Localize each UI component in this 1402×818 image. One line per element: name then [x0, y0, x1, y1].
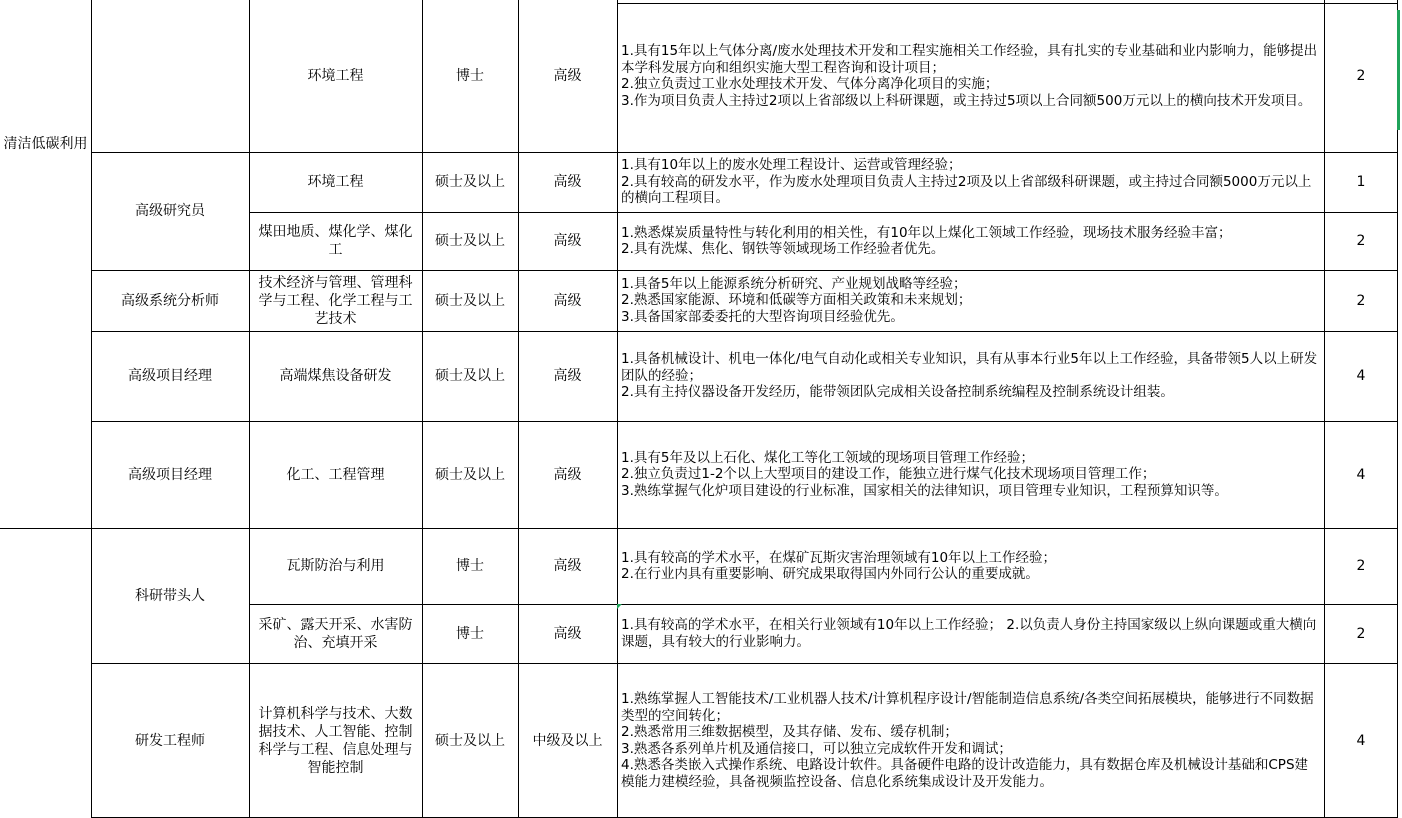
count-cell: 4	[1356, 732, 1366, 749]
requirement-line: 3.作为项目负责人主持过2项以上省部级以上科研课题，或主持过5项以上合同额500万元以上的横向技术开发项目。	[621, 92, 1312, 109]
count-cell: 2	[1356, 68, 1366, 84]
grid-line	[249, 212, 1397, 213]
requirements-cell	[617, 604, 1324, 663]
grid-line	[1324, 0, 1325, 818]
count-cell: 2	[1356, 233, 1366, 249]
requirement-line: 2.熟悉国家能源、环境和低碳等方面相关政策和未来规划；	[621, 292, 972, 309]
requirements-cell	[617, 331, 1324, 421]
comment-marker-icon	[617, 604, 622, 609]
requirement-line: 2.独立负责过工业水处理技术开发、气体分离净化项目的实施；	[621, 76, 999, 92]
education-cell: 硕士及以上	[435, 466, 505, 483]
major-cell: 化工、工程管理	[286, 466, 385, 483]
requirement-line: 1.具有10年以上的废水处理工程设计、运营或管理经验；	[621, 157, 962, 174]
requirement-line: 2.在行业内具有重要影响、研究成果取得国内外同行公认的重要成就。	[621, 566, 1039, 582]
requirement-line: 1.具有较高的学术水平，在相关行业领域有10年以上工作经验； 2.以负责人身份主持国家级以上纵向课题或重大横向课题，具有较大的行业影响力。	[621, 617, 1317, 650]
position-cell: 高级研究员	[135, 203, 205, 219]
requirement-line: 1.具有较高的学术水平，在煤矿瓦斯灾害治理领域有10年以上工作经验；	[621, 549, 1057, 566]
selection-indicator	[1397, 10, 1400, 130]
position-cell: 高级系统分析师	[121, 292, 219, 309]
education-cell: 博士	[456, 558, 484, 574]
requirement-line: 1.具备5年以上能源系统分析研究、产业规划战略等经验；	[621, 275, 967, 292]
education-cell: 硕士及以上	[435, 233, 505, 249]
major-cell: 技术经济与管理、管理科学与工程、化学工程与工艺技术	[258, 274, 413, 327]
grid-line	[91, 663, 1397, 664]
requirement-line: 3.具备国家部委委托的大型咨询项目经验优先。	[621, 308, 904, 325]
position-cell: 科研带头人	[135, 587, 205, 604]
grid-line	[249, 0, 250, 818]
title-cell: 高级	[553, 368, 582, 384]
title-cell: 高级	[553, 174, 582, 190]
title-cell: 高级	[553, 68, 582, 84]
grid-line	[249, 604, 1397, 605]
grid-line	[91, 152, 1397, 153]
grid-line	[91, 331, 1397, 332]
education-cell: 硕士及以上	[435, 292, 505, 309]
count-cell: 2	[1356, 292, 1366, 309]
requirements-cell	[617, 212, 1324, 270]
major-cell: 环境工程	[307, 68, 364, 84]
education-cell: 博士	[456, 68, 484, 84]
education-cell: 硕士及以上	[435, 732, 505, 749]
requirement-line: 2.具有较高的研发水平，作为废水处理项目负责人主持过2项及以上省部级科研课题，或主持过合同额5000万元以上的横向工程项目。	[621, 173, 1312, 207]
requirements-cell	[617, 421, 1324, 528]
grid-line	[422, 0, 423, 818]
major-cell: 高端煤焦设备研发	[279, 368, 392, 384]
education-cell: 硕士及以上	[435, 368, 505, 384]
requirements-cell	[617, 528, 1324, 604]
major-cell: 计算机科学与技术、大数据技术、人工智能、控制科学与工程、信息处理与智能控制	[258, 705, 413, 776]
count-cell: 2	[1356, 558, 1366, 574]
major-cell: 环境工程	[307, 174, 364, 190]
position-cell: 高级项目经理	[128, 368, 212, 384]
requirement-line: 3.熟悉各系列单片机及通信接口，可以独立完成软件开发和调试；	[621, 740, 1012, 757]
position-cell: 高级项目经理	[128, 466, 212, 483]
title-cell: 高级	[553, 625, 582, 642]
requirement-line: 1.熟练掌握人工智能技术/工业机器人技术/计算机程序设计/智能制造信息系统/各类空间拓展模块，能够进行不同数据类型的空间转化；	[621, 691, 1314, 724]
count-cell: 1	[1356, 174, 1366, 190]
grid-line	[0, 528, 1397, 529]
requirement-line: 3.熟练掌握气化炉项目建设的行业标准，国家相关的法律知识，项目管理专业知识，工程预算知识等。	[621, 482, 1228, 499]
education-cell: 博士	[456, 625, 484, 642]
major-cell: 瓦斯防治与利用	[286, 558, 385, 574]
position-cell: 研发工程师	[135, 732, 205, 749]
requirements-cell	[617, 152, 1324, 212]
requirements-cell	[617, 270, 1324, 331]
title-cell: 高级	[553, 558, 582, 574]
grid-line	[617, 3, 1397, 4]
requirement-line: 2.熟悉常用三维数据模型，及其存储、发布、缓存机制；	[621, 724, 958, 740]
major-cell: 采矿、露天开采、水害防治、充填开采	[258, 616, 413, 651]
count-cell: 4	[1356, 368, 1366, 384]
grid-line	[518, 0, 519, 818]
title-cell: 高级	[553, 233, 582, 249]
requirement-line: 2.具有洗煤、焦化、钢铁等领域现场工作经验者优先。	[621, 241, 945, 257]
requirement-line: 1.熟悉煤炭质量特性与转化利用的相关性，有10年以上煤化工领域工作经验，现场技术服务经验丰富；	[621, 224, 1232, 241]
requirements-cell	[617, 663, 1324, 818]
grid-line	[91, 0, 92, 818]
title-cell: 高级	[553, 292, 582, 309]
category-label: 清洁低碳利用	[3, 136, 88, 152]
education-cell: 硕士及以上	[435, 174, 505, 190]
category-cell	[0, 135, 91, 153]
title-cell: 高级	[553, 466, 582, 483]
title-cell: 中级及以上	[532, 732, 603, 749]
requirement-line: 4.熟悉各类嵌入式操作系统、电路设计软件。具备硬件电路的设计改造能力，具有数据仓库及机械设计基础和CPS建模能力建模经验，具备视频监控设备、信息化系统集成设计及开发能力。	[621, 757, 1309, 790]
requirement-line: 1.具备机械设计、机电一体化/电气自动化或相关专业知识，具有从事本行业5年以上工作经验，具备带领5人以上研发团队的经验；	[621, 351, 1318, 384]
grid-line	[91, 421, 1397, 422]
requirement-line: 1.具有5年及以上石化、煤化工等化工领域的现场项目管理工作经验；	[621, 449, 1034, 466]
requirement-line: 1.具有15年以上气体分离/废水处理技术开发和工程实施相关工作经验，具有扎实的专业基础和业内影响力，能够提出本学科发展方向和组织实施大型工程咨询和设计项目；	[621, 43, 1318, 76]
requirements-cell	[617, 0, 1324, 152]
count-cell: 4	[1356, 466, 1366, 483]
count-cell: 2	[1356, 625, 1366, 642]
major-cell: 煤田地质、煤化学、煤化工	[258, 224, 413, 258]
grid-line	[617, 0, 618, 818]
grid-line	[91, 270, 1397, 271]
requirement-line: 2.独立负责过1-2个以上大型项目的建设工作，能独立进行煤气化技术现场项目管理工作；	[621, 466, 1156, 483]
requirement-line: 2.具有主持仪器设备开发经历，能带领团队完成相关设备控制系统编程及控制系统设计组装。	[621, 384, 1174, 401]
